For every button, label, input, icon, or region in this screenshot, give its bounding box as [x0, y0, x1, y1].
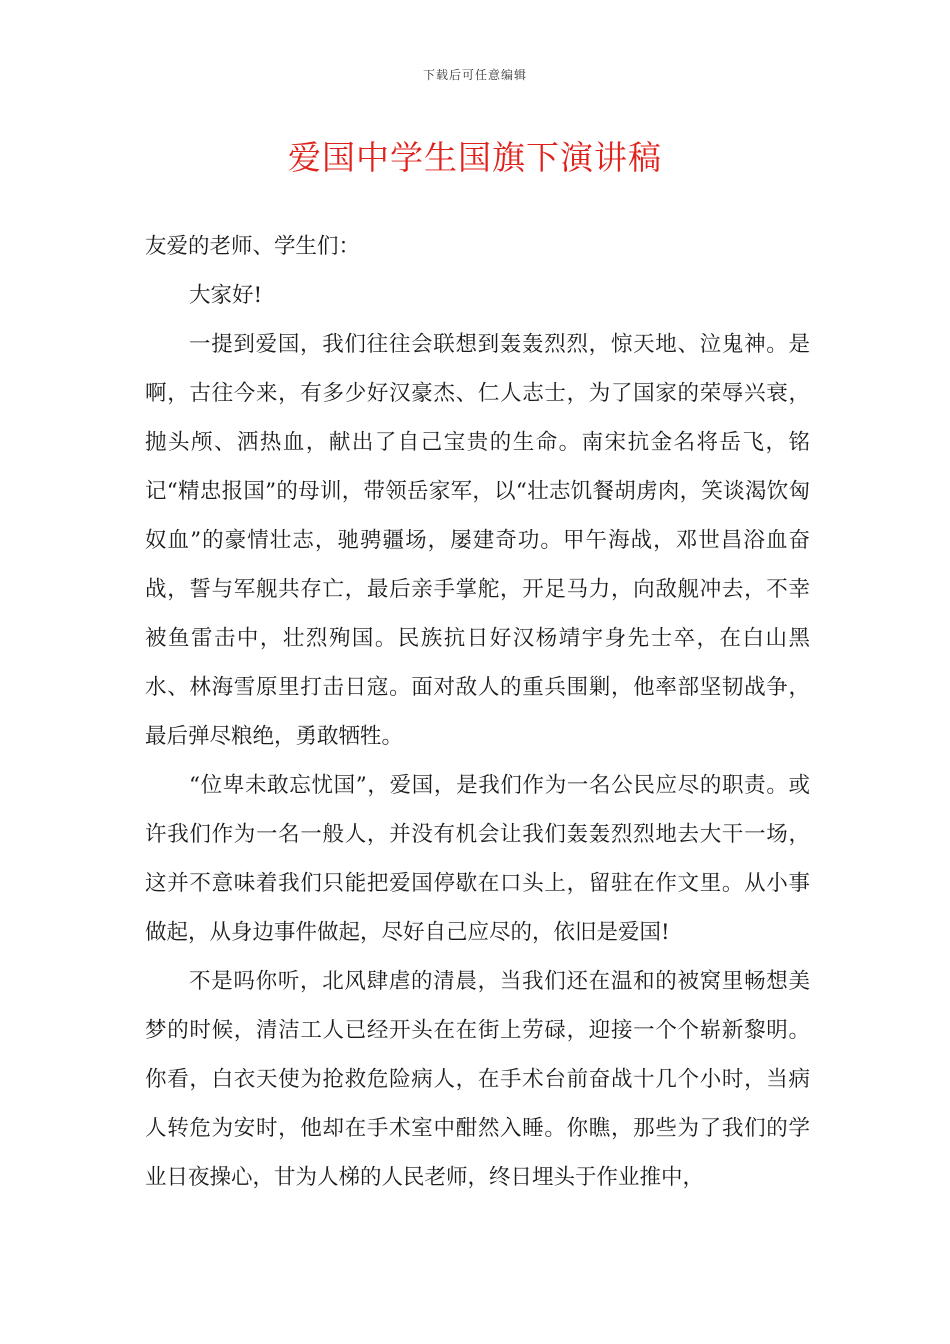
paragraph-duty: “位卑未敢忘忧国”，爱国，是我们作为一名公民应尽的职责。或许我们作为一名一般人，并没有机会让我们轰轰烈烈地去大干一场，这并不意味着我们只能把爱国停歇在口头上，留驻在作文里。从小事做起，从身边事件做起，尽好自己应尽的，依旧是爱国! [145, 773, 810, 945]
paragraph-greeting: 大家好! [189, 283, 263, 308]
header-note: 下载后可任意编辑 [422, 68, 527, 82]
salutation: 友爱的老师、学生们： [145, 234, 361, 259]
document-body [145, 222, 810, 1202]
paragraph-ordinary-people: 不是吗你听，北风肆虐的清晨，当我们还在温和的被窝里畅想美梦的时候，清洁工人已经开头在在街上劳碌，迎接一个个崭新黎明。你看，白衣天使为抢救危险病人，在手术台前奋战十几个小时，当病人转危为安时，他却在手术室中酣然入睡。你瞧，那些为了我们的学业日夜操心，甘为人梯的人民老师，终日埋头于作业推中， [145, 969, 810, 1190]
paragraph-patriot-heroes: 一提到爱国，我们往往会联想到轰轰烈烈，惊天地、泣鬼神。是啊，古往今来，有多少好汉豪杰、仁人志士，为了国家的荣辱兴衰，抛头颅、洒热血，献出了自己宝贵的生命。南宋抗金名将岳飞，铭记“精忠报国”的母训，带领岳家军，以“壮志饥餐胡虏肉，笑谈渴饮匈奴血”的豪情壮志，驰骋疆场，屡建奇功。甲午海战，邓世昌浴血奋战，誓与军舰共存亡，最后亲手掌舵，开足马力，向敌舰冲去，不幸被鱼雷击中，壮烈殉国。民族抗日好汉杨靖宇身先士卒，在白山黑水、林海雪原里打击日寇。面对敌人的重兵围剿，他率部坚韧战争，最后弹尽粮绝，勇敢牺牲。 [145, 332, 810, 749]
document-title: 爱国中学生国旗下演讲稿 [288, 138, 662, 177]
